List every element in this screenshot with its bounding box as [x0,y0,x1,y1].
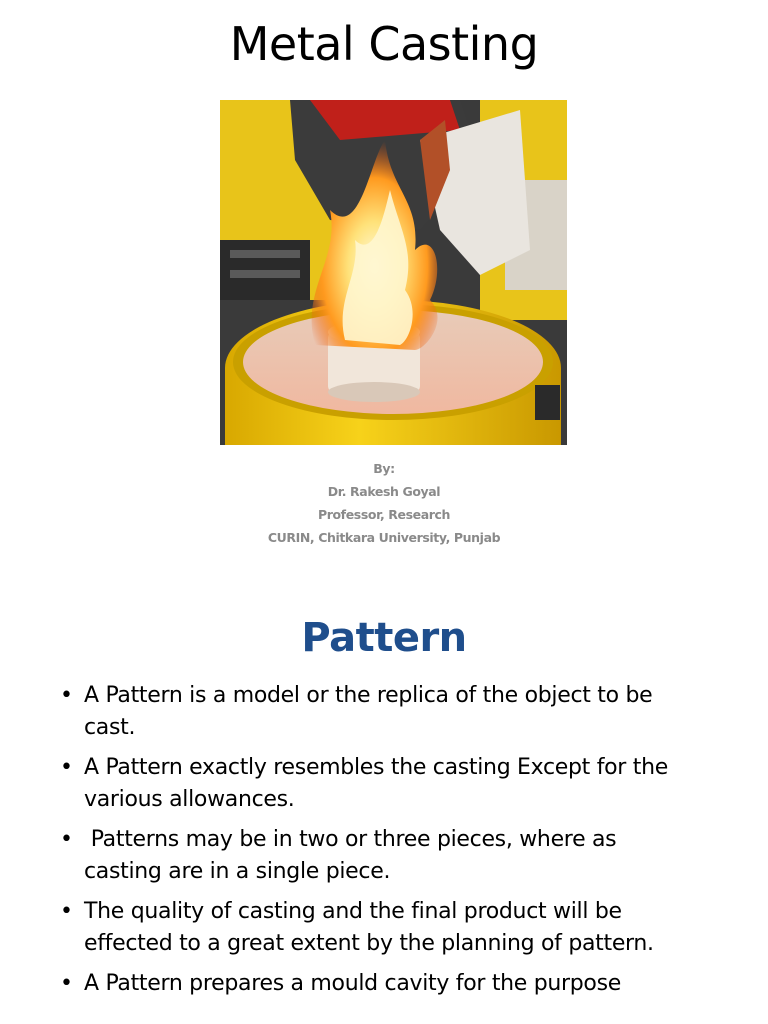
credits-by: By: [373,461,395,476]
casting-photo [220,100,567,445]
bullet-text: A Pattern prepares a mould cavity for the purpose [84,971,621,996]
bullet-text: A Pattern is a model or the replica of the object to be cast. [84,683,653,740]
bullet-icon: • [60,683,73,708]
bullet-icon: • [60,971,73,996]
bullet-item [60,896,700,960]
bullet-icon: • [60,899,73,924]
author-credits [0,457,768,549]
bullet-item [60,752,700,816]
bullet-text: The quality of casting and the final product will be effected to a great extent by the planning of pattern. [84,899,654,956]
bullet-icon: • [60,755,73,780]
bullet-item [60,824,700,888]
bullet-item [60,968,700,1000]
pattern-heading: Pattern [301,615,467,661]
credits-position: Professor, Research [317,507,451,522]
pattern-slide [0,576,768,1024]
credits-affiliation: CURIN, Chitkara University, Punjab [267,530,501,545]
bullet-text: Patterns may be in two or three pieces, where as casting are in a single piece. [84,827,624,884]
bullet-icon: • [60,827,73,852]
credits-name: Dr. Rakesh Goyal [327,484,441,499]
bullet-text: A Pattern exactly resembles the casting Except for the various allowances. [84,755,668,812]
bullet-item [60,680,700,744]
slide-title: Metal Casting [229,17,539,71]
bullet-list [60,680,700,1008]
